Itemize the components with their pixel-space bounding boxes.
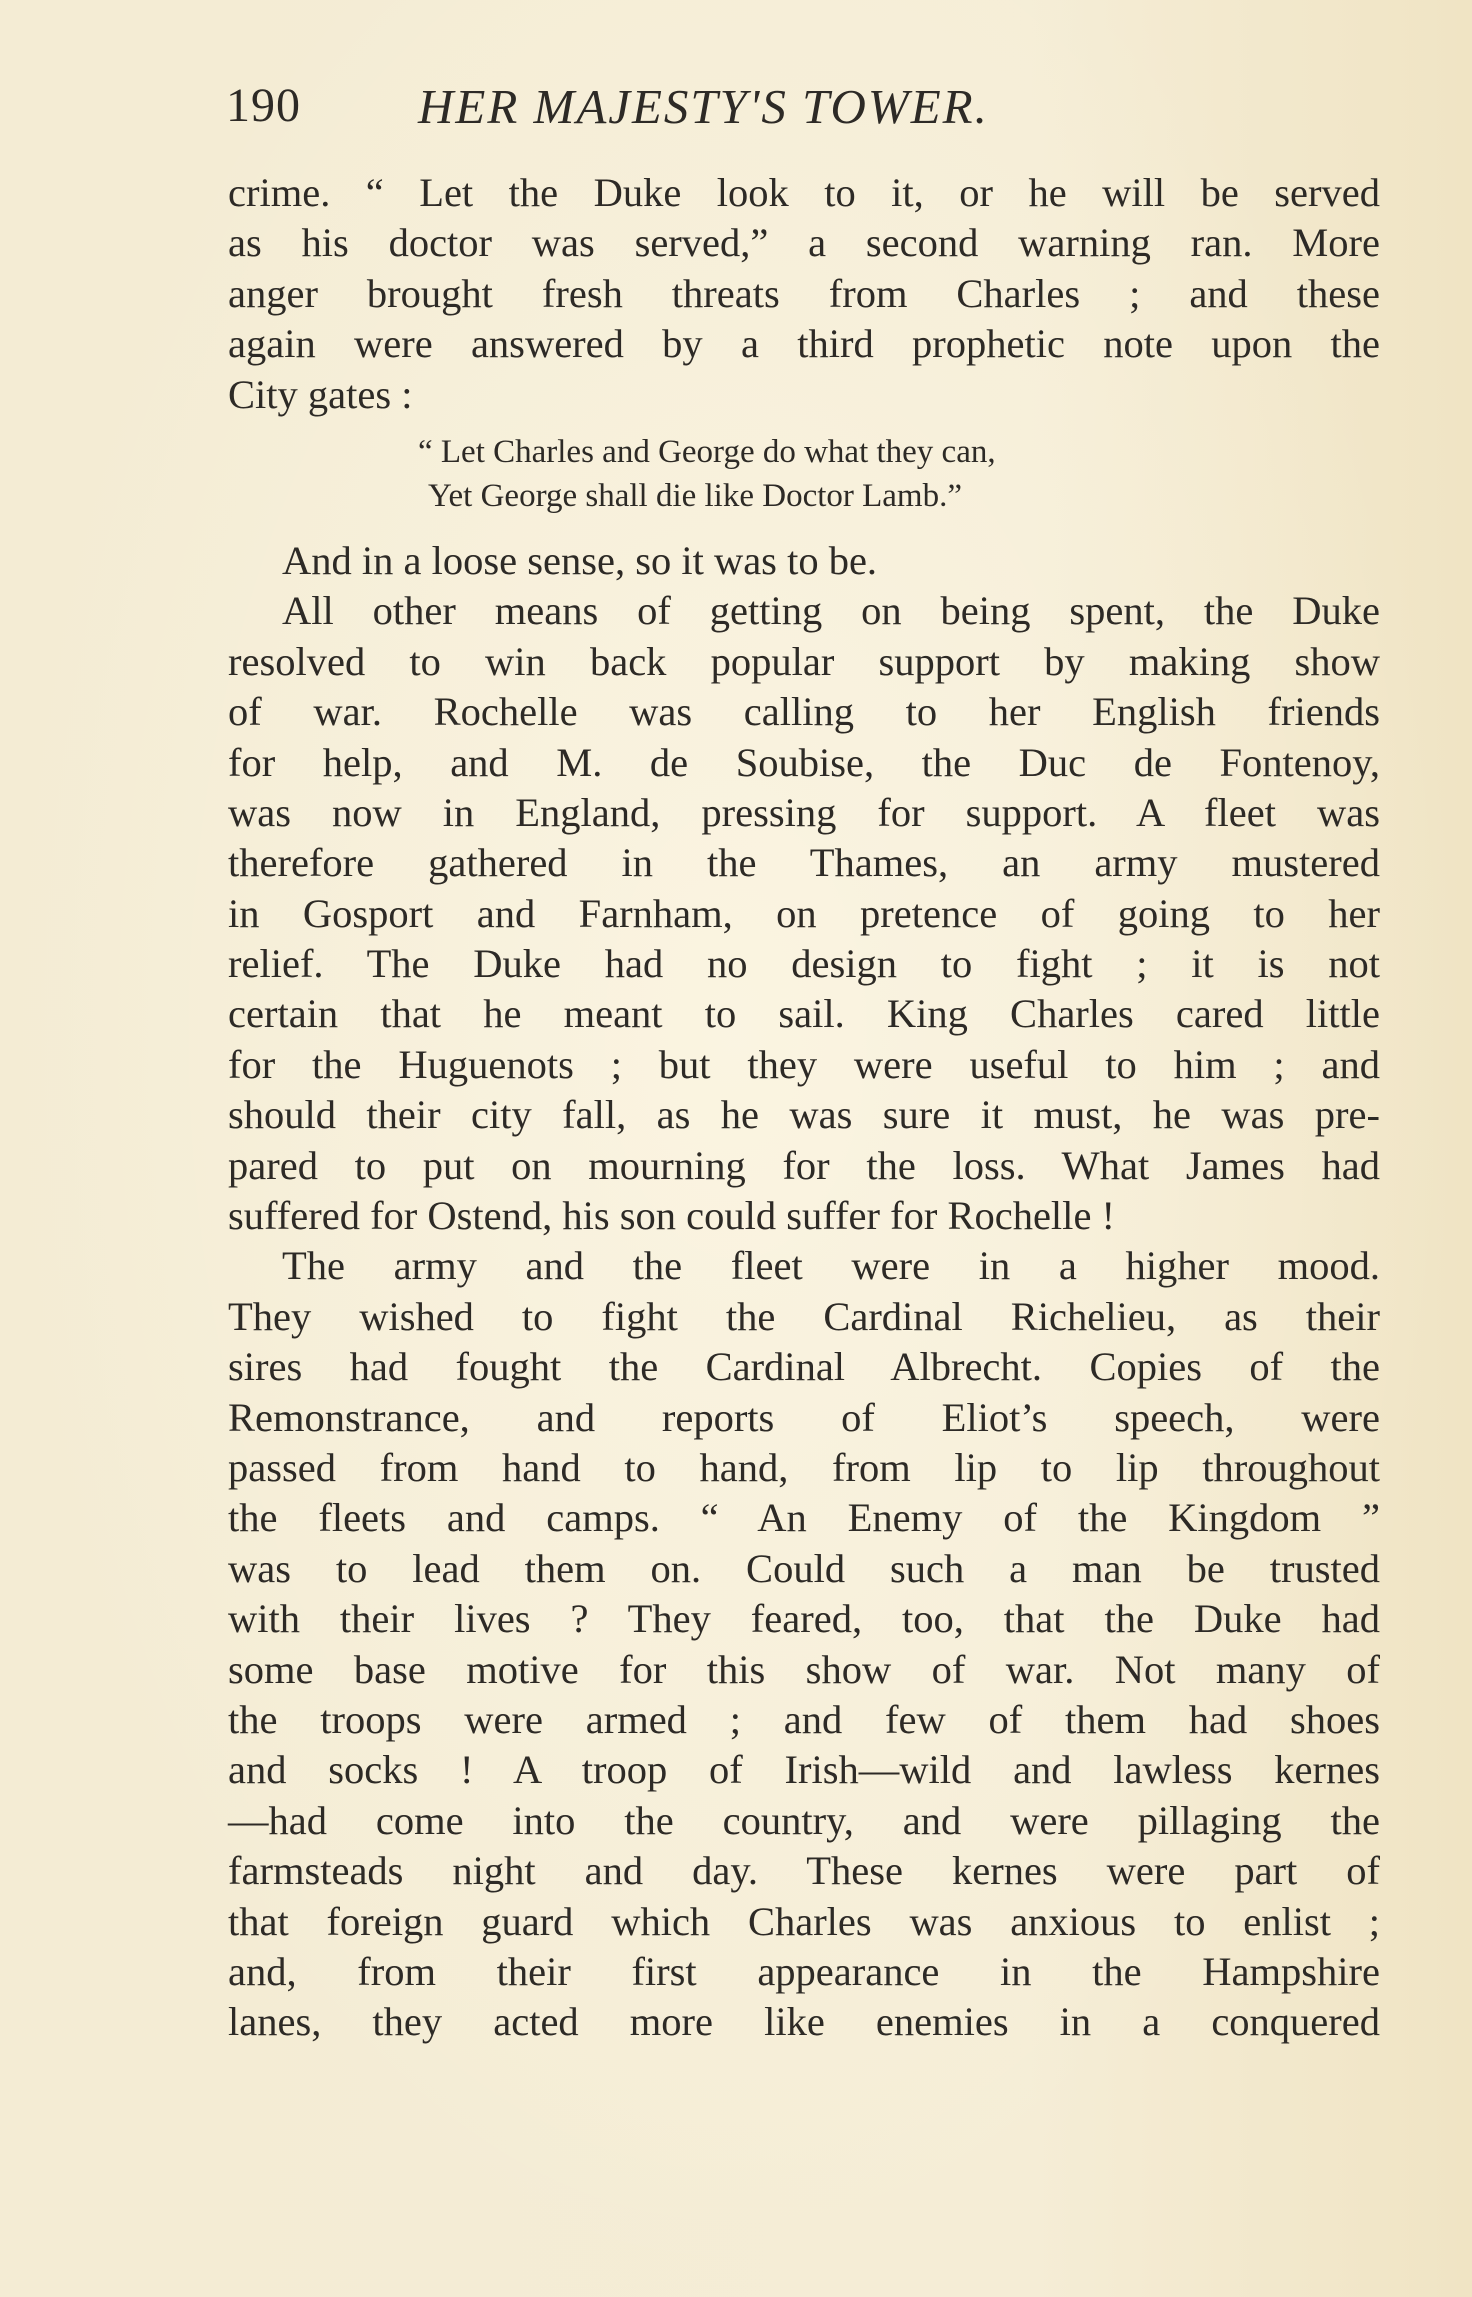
text-line: pared to put on mourning for the loss. What James had — [228, 1142, 1380, 1188]
text-line: suffered for Ostend, his son could suffer for Rochelle ! — [228, 1193, 1116, 1239]
body-text — [228, 168, 1380, 2048]
verse-line: Yet George shall die like Doctor Lamb.” — [428, 477, 962, 514]
text-line: and, from their first appearance in the Hampshire — [228, 1948, 1380, 1994]
running-head — [226, 78, 1206, 138]
paragraph-1 — [228, 168, 1380, 420]
text-line: crime. “ Let the Duke look to it, or he will be served — [228, 170, 1380, 215]
text-line: City gates : — [228, 371, 413, 417]
text-line: of war. Rochelle was calling to her English friends — [228, 689, 1380, 735]
paragraph-2 — [228, 536, 1380, 586]
text-line: farmsteads night and day. These kernes were part of — [228, 1848, 1380, 1894]
text-line: and socks ! A troop of Irish—wild and lawless kernes — [228, 1747, 1380, 1793]
text-line: certain that he meant to sail. King Charles cared little — [228, 991, 1380, 1037]
text-line: anger brought fresh threats from Charles ; and these — [228, 270, 1380, 316]
text-line: some base motive for this show of war. Not many of — [228, 1646, 1380, 1692]
text-line: therefore gathered in the Thames, an army mustered — [228, 840, 1380, 886]
text-line: as his doctor was served,” a second warning ran. More — [228, 220, 1380, 266]
paragraph-4 — [228, 1241, 1380, 2047]
text-line: should their city fall, as he was sure it must, he was pre- — [228, 1092, 1380, 1138]
text-line: They wished to fight the Cardinal Richelieu, as their — [228, 1293, 1380, 1339]
text-line: sires had fought the Cardinal Albrecht. Copies of the — [228, 1344, 1380, 1390]
verse-quotation — [228, 430, 1380, 518]
text-line: the troops were armed ; and few of them had shoes — [228, 1696, 1380, 1742]
text-line: passed from hand to hand, from lip to lip throughout — [228, 1444, 1380, 1490]
text-line: resolved to win back popular support by making show — [228, 638, 1380, 684]
text-line: —had come into the country, and were pillaging the — [228, 1797, 1380, 1843]
text-line: that foreign guard which Charles was anxious to enlist ; — [228, 1898, 1380, 1944]
paragraph-3 — [228, 586, 1380, 1241]
text-line: Remonstrance, and reports of Eliot’s speech, were — [228, 1394, 1380, 1440]
text-line: relief. The Duke had no design to fight ; it is not — [228, 941, 1380, 987]
text-line: in Gosport and Farnham, on pretence of going to her — [228, 890, 1380, 936]
text-line: lanes, they acted more like enemies in a conquered — [228, 1999, 1380, 2045]
book-title: HER MAJESTY'S TOWER. — [418, 79, 989, 134]
text-line: for the Huguenots ; but they were useful to him ; and — [228, 1041, 1380, 1087]
verse-line: “ Let Charles and George do what they can, — [418, 433, 996, 470]
text-line: was now in England, pressing for support. A fleet was — [228, 789, 1380, 835]
text-line: the fleets and camps. “ An Enemy of the Kingdom ” — [228, 1495, 1380, 1541]
text-line: with their lives ? They feared, too, that the Duke had — [228, 1596, 1380, 1642]
page-number: 190 — [226, 79, 301, 132]
text-line: And in a loose sense, so it was to be. — [282, 537, 878, 583]
text-line: All other means of getting on being spent, the Duke — [282, 588, 1380, 634]
text-line: again were answered by a third prophetic note upon the — [228, 321, 1380, 367]
text-line: for help, and M. de Soubise, the Duc de Fontenoy, — [228, 739, 1380, 785]
text-line: The army and the fleet were in a higher mood. — [282, 1243, 1380, 1289]
text-line: was to lead them on. Could such a man be trusted — [228, 1545, 1380, 1591]
